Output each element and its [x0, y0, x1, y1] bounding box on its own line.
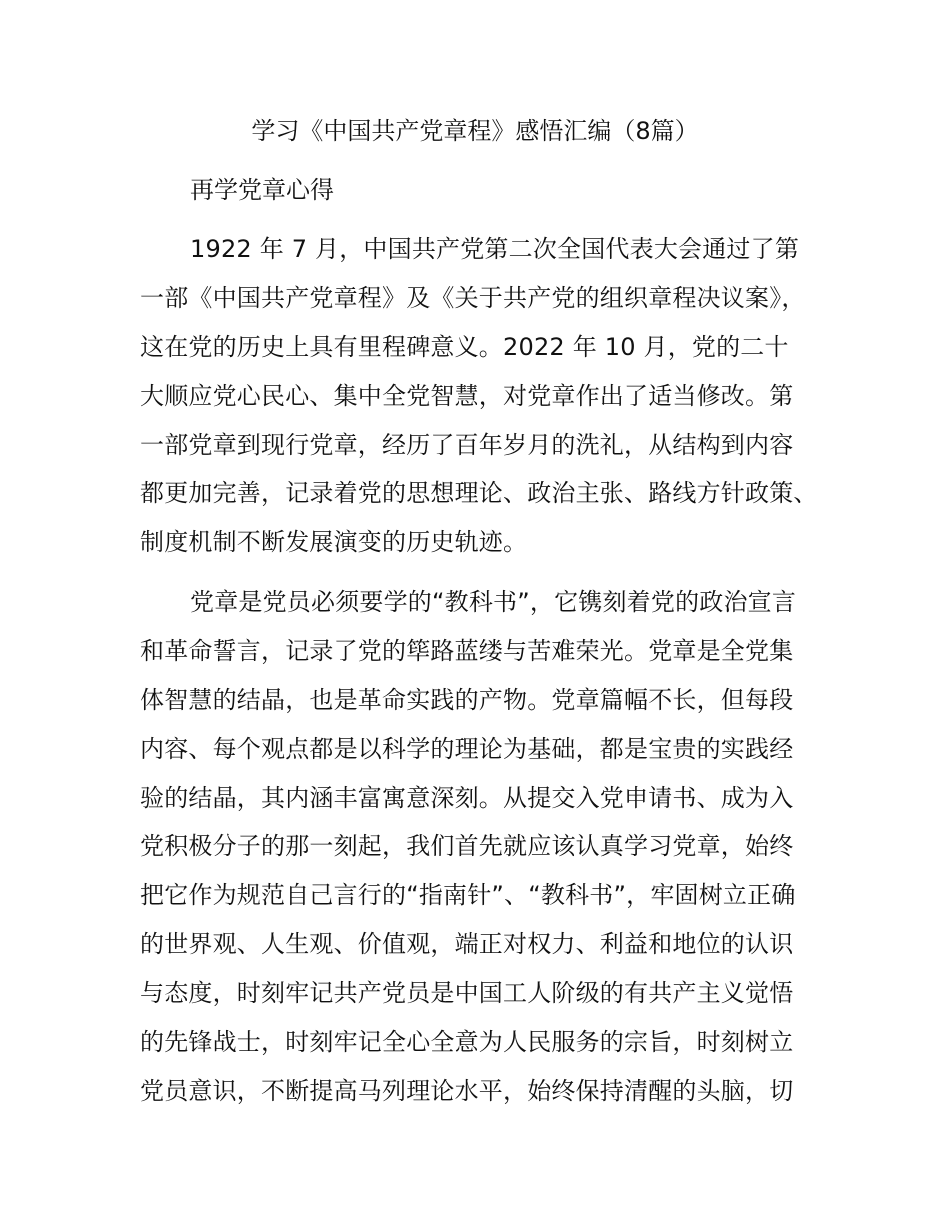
paragraph-line: 都更加完善，记录着党的思想理论、政治主张、路线方针政策、: [140, 479, 818, 508]
paragraph-line: 这在党的历史上具有里程碑意义。2022 年 10 月，党的二十: [140, 332, 789, 361]
paragraph-line: 与态度，时刻牢记共产党员是中国工人阶级的有共产主义觉悟: [140, 979, 794, 1008]
paragraph-line: 把它作为规范自己言行的“指南针”、“教科书”，牢固树立正确: [140, 881, 796, 910]
paragraph-line: 内容、每个观点都是以科学的理论为基础，都是宝贵的实践经: [140, 734, 794, 763]
paragraph-line: 体智慧的结晶，也是革命实践的产物。党章篇幅不长，但每段: [140, 685, 794, 714]
paragraph-line: 1922 年 7 月，中国共产党第二次全国代表大会通过了第: [190, 235, 800, 263]
paragraph-line: 大顺应党心民心、集中全党智慧，对党章作出了适当修改。第: [140, 381, 794, 410]
paragraph-line: 的世界观、人生观、价值观，端正对权力、利益和地位的认识: [140, 930, 794, 959]
paragraph-line: 制度机制不断发展演变的历史轨迹。: [140, 528, 528, 557]
paragraph-line: 验的结晶，其内涵丰富寓意深刻。从提交入党申请书、成为入: [140, 783, 794, 812]
document-title: 学习《中国共产党章程》感悟汇编（8篇）: [251, 117, 699, 145]
paragraph-line: 党员意识，不断提高马列理论水平，始终保持清醒的头脑，切: [140, 1076, 794, 1105]
paragraph-line: 一部党章到现行党章，经历了百年岁月的洗礼，从结构到内容: [140, 430, 794, 459]
paragraph-line: 的先锋战士，时刻牢记全心全意为人民服务的宗旨，时刻树立: [140, 1028, 794, 1057]
paragraph-line: 党章是党员必须要学的“教科书”，它镌刻着党的政治宣言: [190, 588, 797, 616]
paragraph-line: 和革命誓言，记录了党的筚路蓝缕与苦难荣光。党章是全党集: [140, 636, 794, 665]
paragraph-1: [140, 225, 820, 567]
paragraph-line: 党积极分子的那一刻起，我们首先就应该认真学习党章，始终: [140, 832, 794, 861]
paragraph-line: 一部《中国共产党章程》及《关于共产党的组织章程决议案》，: [140, 283, 806, 312]
paragraph-2: [140, 578, 820, 1116]
section-heading: 再学党章心得: [190, 176, 334, 204]
